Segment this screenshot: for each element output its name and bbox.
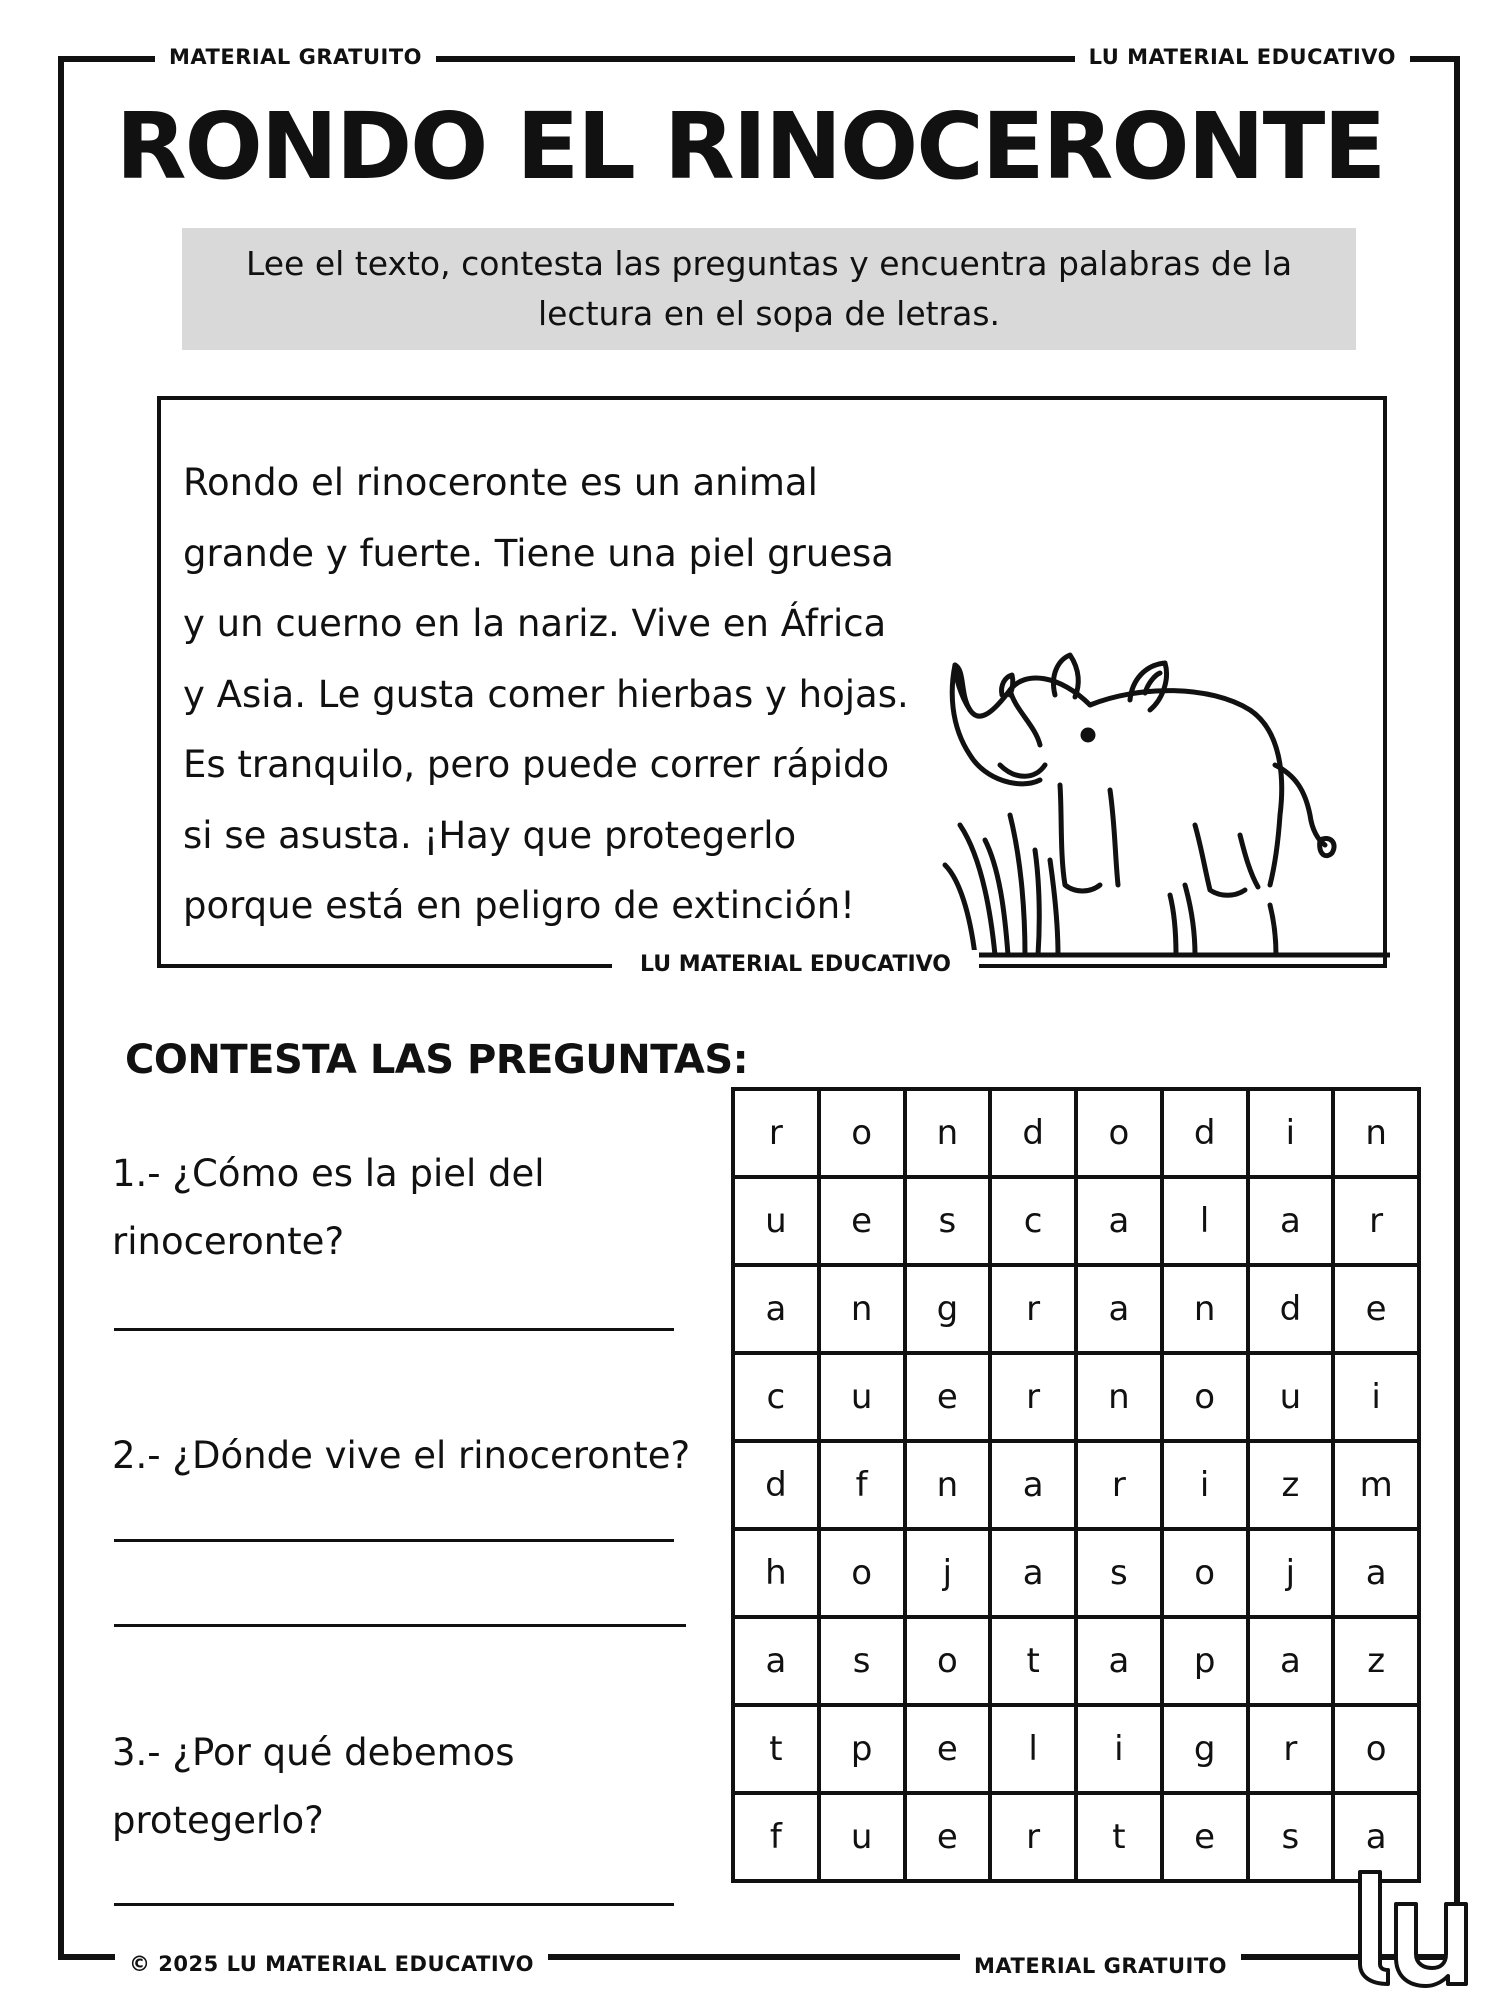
grid-cell[interactable]: a: [1076, 1617, 1162, 1705]
grid-cell[interactable]: t: [1076, 1793, 1162, 1881]
grid-cell[interactable]: a: [1333, 1793, 1419, 1881]
grid-cell[interactable]: d: [733, 1441, 819, 1529]
grid-cell[interactable]: a: [733, 1265, 819, 1353]
grid-cell[interactable]: t: [733, 1705, 819, 1793]
grid-cell[interactable]: f: [733, 1793, 819, 1881]
grid-cell[interactable]: o: [1076, 1089, 1162, 1177]
reading-line: Es tranquilo, pero puede correr rápido: [183, 743, 890, 786]
reading-line: grande y fuerte. Tiene una piel gruesa: [183, 531, 894, 575]
grid-cell[interactable]: d: [990, 1089, 1076, 1177]
frame-label-bottom-right: MATERIAL GRATUITO: [960, 1954, 1241, 1978]
answer-line-2b[interactable]: [114, 1624, 686, 1627]
grid-cell[interactable]: g: [1162, 1705, 1248, 1793]
grid-cell[interactable]: e: [905, 1793, 991, 1881]
grid-cell[interactable]: e: [1162, 1793, 1248, 1881]
grid-cell[interactable]: s: [1076, 1529, 1162, 1617]
grid-cell[interactable]: p: [819, 1705, 905, 1793]
grid-cell[interactable]: e: [819, 1177, 905, 1265]
question-line: rinoceronte?: [112, 1220, 345, 1263]
grid-cell[interactable]: n: [1333, 1089, 1419, 1177]
reading-text: [183, 448, 963, 942]
grid-cell[interactable]: c: [990, 1177, 1076, 1265]
question-line: protegerlo?: [112, 1799, 324, 1842]
word-search-grid: [731, 1087, 1421, 1883]
grid-cell[interactable]: o: [819, 1089, 905, 1177]
grid-cell[interactable]: a: [733, 1617, 819, 1705]
grid-cell[interactable]: s: [905, 1177, 991, 1265]
question-2: [112, 1422, 690, 1490]
grid-cell[interactable]: z: [1248, 1441, 1334, 1529]
grid-cell[interactable]: j: [1248, 1529, 1334, 1617]
question-line: 2.- ¿Dónde vive el rinoceronte?: [112, 1434, 691, 1477]
grid-cell[interactable]: i: [1333, 1353, 1419, 1441]
grid-cell[interactable]: a: [1076, 1177, 1162, 1265]
grid-cell[interactable]: c: [733, 1353, 819, 1441]
grid-cell[interactable]: r: [990, 1353, 1076, 1441]
grid-cell[interactable]: r: [990, 1265, 1076, 1353]
grid-cell[interactable]: i: [1248, 1089, 1334, 1177]
grid-cell[interactable]: o: [1333, 1705, 1419, 1793]
instructions-box: [182, 228, 1356, 350]
grid-cell[interactable]: d: [1248, 1265, 1334, 1353]
grid-cell[interactable]: e: [1333, 1265, 1419, 1353]
grid-cell[interactable]: i: [1162, 1441, 1248, 1529]
grid-cell[interactable]: o: [819, 1529, 905, 1617]
grid-cell[interactable]: u: [819, 1793, 905, 1881]
grid-cell[interactable]: a: [1333, 1529, 1419, 1617]
grid-cell[interactable]: e: [905, 1353, 991, 1441]
grid-cell[interactable]: e: [905, 1705, 991, 1793]
grid-cell[interactable]: a: [1076, 1265, 1162, 1353]
frame-label-top-left: MATERIAL GRATUITO: [155, 45, 436, 69]
grid-cell[interactable]: h: [733, 1529, 819, 1617]
grid-cell[interactable]: z: [1333, 1617, 1419, 1705]
frame-label-top-right: LU MATERIAL EDUCATIVO: [1075, 45, 1410, 69]
grid-cell[interactable]: p: [1162, 1617, 1248, 1705]
grid-cell[interactable]: a: [990, 1529, 1076, 1617]
grid-cell[interactable]: s: [819, 1617, 905, 1705]
grid-cell[interactable]: m: [1333, 1441, 1419, 1529]
grid-cell[interactable]: n: [905, 1441, 991, 1529]
reading-line: y un cuerno en la nariz. Vive en África: [183, 602, 887, 645]
grid-cell[interactable]: r: [1076, 1441, 1162, 1529]
answer-line-3[interactable]: [114, 1903, 674, 1906]
rhino-illustration: [940, 615, 1390, 970]
grid-cell[interactable]: r: [1248, 1705, 1334, 1793]
reading-line: porque está en peligro de extinción!: [183, 884, 855, 927]
grid-cell[interactable]: f: [819, 1441, 905, 1529]
answer-line-2[interactable]: [114, 1539, 674, 1542]
grid-cell[interactable]: n: [905, 1089, 991, 1177]
reading-line: si se asusta. ¡Hay que protegerlo: [183, 813, 797, 857]
grid-cell[interactable]: r: [990, 1793, 1076, 1881]
page-title: RONDO EL RINOCERONTE: [115, 93, 1385, 200]
grid-cell[interactable]: j: [905, 1529, 991, 1617]
grid-cell[interactable]: n: [1076, 1353, 1162, 1441]
grid-cell[interactable]: u: [819, 1353, 905, 1441]
answer-line-1[interactable]: [114, 1328, 674, 1331]
reading-footer: LU MATERIAL EDUCATIVO: [612, 950, 979, 980]
grid-cell[interactable]: d: [1162, 1089, 1248, 1177]
reading-line: y Asia. Le gusta comer hierbas y hojas.: [183, 672, 909, 716]
frame-label-bottom-left: © 2025 LU MATERIAL EDUCATIVO: [115, 1952, 548, 1976]
question-line: 1.- ¿Cómo es la piel del: [112, 1152, 545, 1195]
grid-cell[interactable]: l: [990, 1705, 1076, 1793]
grid-cell[interactable]: s: [1248, 1793, 1334, 1881]
grid-cell[interactable]: o: [905, 1617, 991, 1705]
instructions-text: Lee el texto, contesta las preguntas y encuentra palabras de la lectura en el sopa de letras.: [245, 244, 1293, 333]
questions-heading: CONTESTA LAS PREGUNTAS:: [125, 1037, 749, 1083]
grid-cell[interactable]: r: [733, 1089, 819, 1177]
lu-logo: [1352, 1868, 1472, 1988]
grid-cell[interactable]: u: [733, 1177, 819, 1265]
grid-cell[interactable]: r: [1333, 1177, 1419, 1265]
grid-cell[interactable]: n: [819, 1265, 905, 1353]
reading-line: Rondo el rinoceronte es un animal: [183, 461, 818, 504]
question-3: [112, 1719, 515, 1855]
grid-cell[interactable]: o: [1162, 1529, 1248, 1617]
grid-cell[interactable]: i: [1076, 1705, 1162, 1793]
question-1: [112, 1140, 545, 1276]
grid-cell[interactable]: u: [1248, 1353, 1334, 1441]
grid-cell[interactable]: t: [990, 1617, 1076, 1705]
grid-cell[interactable]: g: [905, 1265, 991, 1353]
grid-cell[interactable]: o: [1162, 1353, 1248, 1441]
grid-cell[interactable]: l: [1162, 1177, 1248, 1265]
grid-cell[interactable]: a: [990, 1441, 1076, 1529]
grid-cell[interactable]: n: [1162, 1265, 1248, 1353]
grid-cell[interactable]: a: [1248, 1617, 1334, 1705]
grid-cell[interactable]: a: [1248, 1177, 1334, 1265]
question-line: 3.- ¿Por qué debemos: [112, 1731, 515, 1774]
